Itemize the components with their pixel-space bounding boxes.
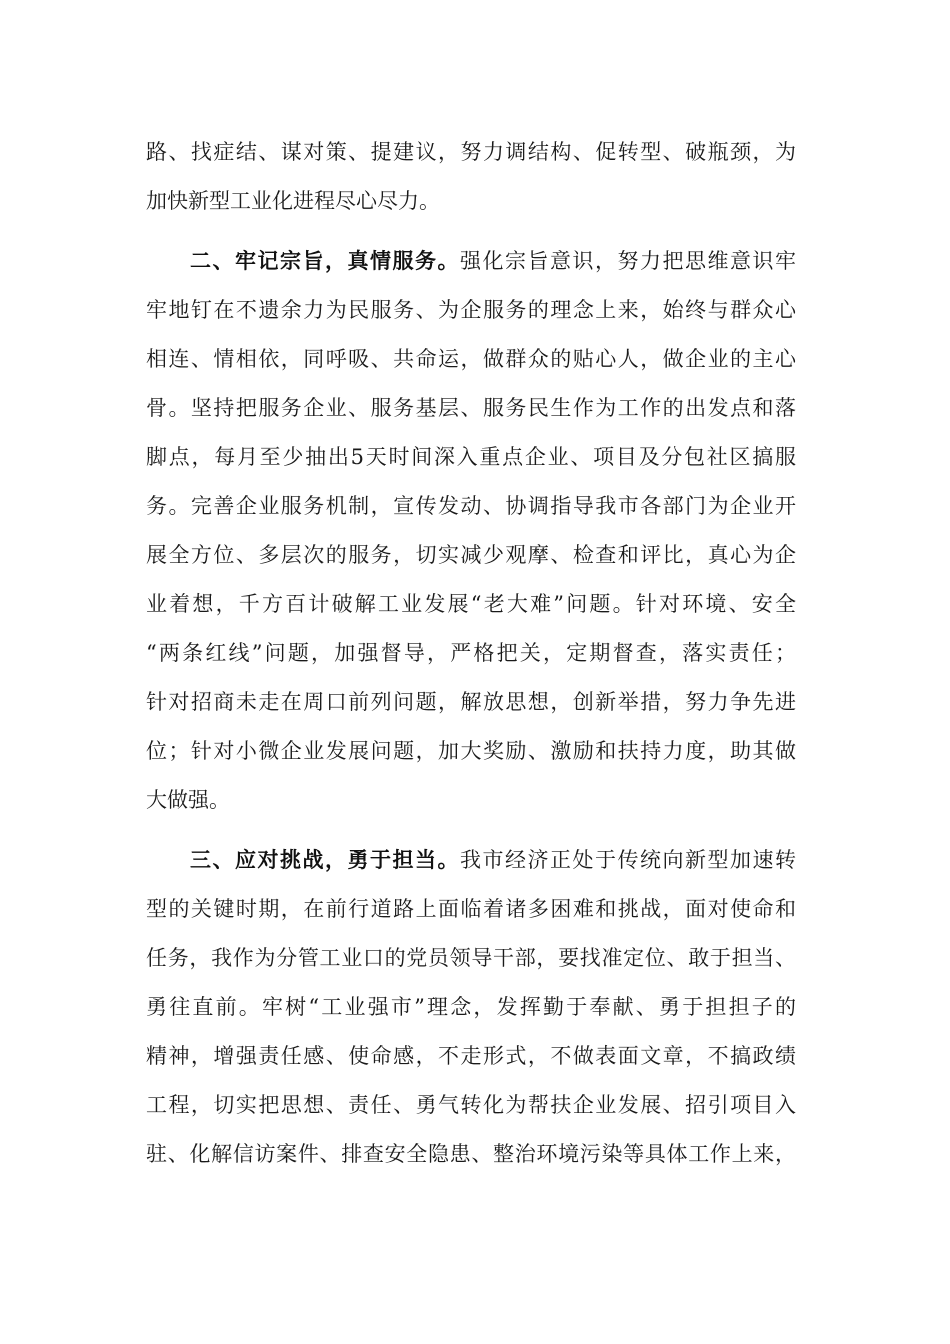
intro-line-1: 路、找症结、谋对策、提建议，努力调结构、促转型、破瓶颈，为 xyxy=(146,140,796,164)
section-two-line: “两条红线”问题，加强督导，严格把关，定期督查，落实责任； xyxy=(146,641,796,665)
section-three-first-line xyxy=(190,846,796,874)
section-two-first-line-text: 强化宗旨意识，努力把思维意识牢 xyxy=(460,249,796,273)
section-two-line: 相连、情相依，同呼吸、共命运，做群众的贴心人，做企业的主心 xyxy=(146,347,796,371)
section-three-first-line-text: 我市经济正处于传统向新型加速转 xyxy=(460,848,796,872)
section-two-line: 展全方位、多层次的服务，切实减少观摩、检查和评比，真心为企 xyxy=(146,543,796,567)
section-three-heading: 三、应对挑战，勇于担当。 xyxy=(190,847,460,872)
section-two-line: 业着想，千方百计破解工业发展“老大难”问题。针对环境、安全 xyxy=(146,592,796,616)
section-three-line: 精神，增强责任感、使命感，不走形式，不做表面文章，不搞政绩 xyxy=(146,1044,796,1068)
section-two-line: 大做强。 xyxy=(146,788,230,812)
section-two-line: 牢地钉在不遗余力为民服务、为企服务的理念上来，始终与群众心 xyxy=(146,298,796,322)
section-two-line: 务。完善企业服务机制，宣传发动、协调指导我市各部门为企业开 xyxy=(146,494,796,518)
section-two-first-line xyxy=(190,247,796,275)
section-two-heading: 二、牢记宗旨，真情服务。 xyxy=(190,248,460,273)
section-two-line: 骨。坚持把服务企业、服务基层、服务民生作为工作的出发点和落 xyxy=(146,396,796,420)
section-two-line: 针对招商未走在周口前列问题，解放思想，创新举措，努力争先进 xyxy=(146,690,796,714)
section-three-line: 工程，切实把思想、责任、勇气转化为帮扶企业发展、招引项目入 xyxy=(146,1093,796,1117)
section-three-line: 勇往直前。牢树“工业强市”理念，发挥勤于奉献、勇于担担子的 xyxy=(146,995,796,1019)
section-three-line: 驻、化解信访案件、排查安全隐患、整治环境污染等具体工作上来， xyxy=(146,1142,796,1166)
section-two-line: 位；针对小微企业发展问题，加大奖励、激励和扶持力度，助其做 xyxy=(146,739,796,763)
section-two-line: 脚点，每月至少抽出5天时间深入重点企业、项目及分包社区搞服 xyxy=(146,445,796,469)
section-three-line: 型的关键时期，在前行道路上面临着诸多困难和挑战，面对使命和 xyxy=(146,897,796,921)
section-three-line: 任务，我作为分管工业口的党员领导干部，要找准定位、敢于担当、 xyxy=(146,946,796,970)
intro-line-2: 加快新型工业化进程尽心尽力。 xyxy=(146,189,440,213)
